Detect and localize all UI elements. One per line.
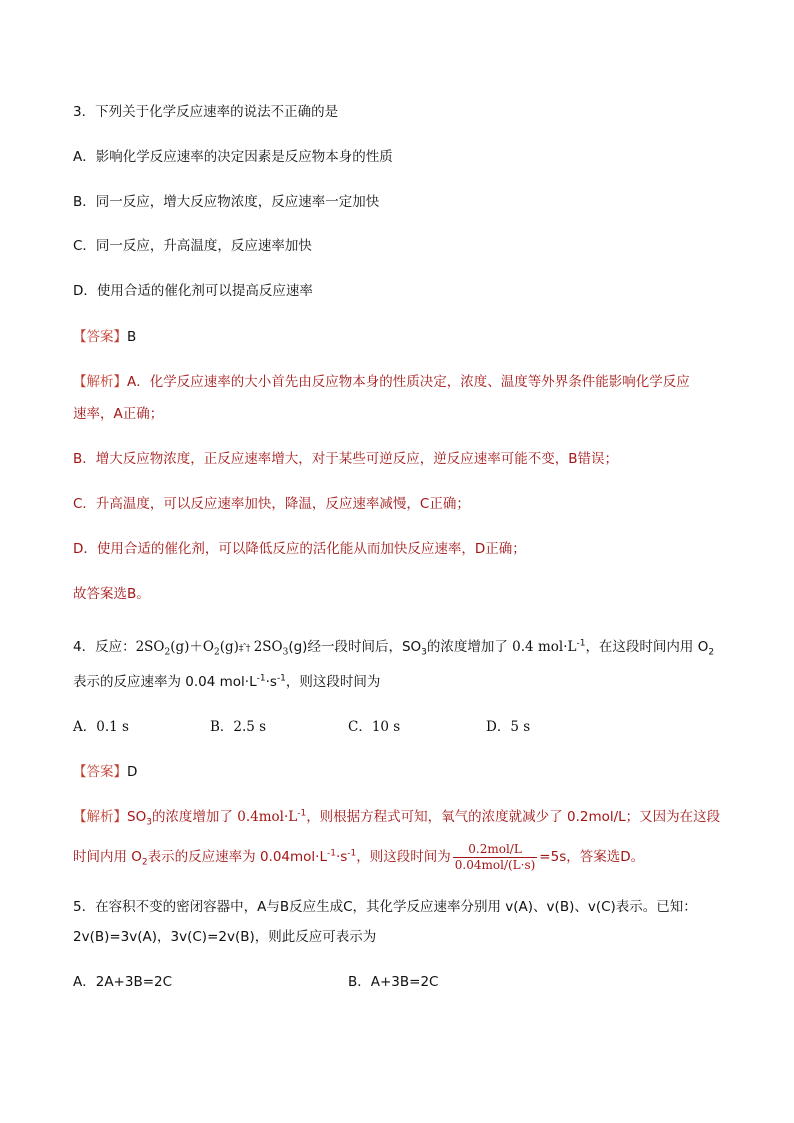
sup: -1 <box>576 638 586 649</box>
sup: -1 <box>297 808 307 819</box>
q3-option-d: D．使用合适的催化剂可以提高反应速率 <box>73 283 313 299</box>
analysis-text: 时间内用 O <box>73 849 142 865</box>
q3-analysis-c: C．升高温度，可以反应速率加快，降温，反应速率减慢，C正确； <box>73 496 470 512</box>
fraction-denominator: 0.04mol/(L·s) <box>454 857 536 872</box>
sub: 2 <box>708 647 715 658</box>
analysis-tag: 【解析】 <box>73 809 127 825</box>
q3-option-b: B．同一反应，增大反应物浓度，反应速率一定加快 <box>73 194 380 210</box>
equation <box>135 639 289 658</box>
q4-analysis-line1 <box>73 808 720 826</box>
sub: 3 <box>146 817 152 828</box>
analysis-text: ·s <box>335 849 348 865</box>
question-4-stem-line2 <box>73 673 380 691</box>
q3-answer <box>73 328 136 346</box>
sup: -1 <box>256 673 266 684</box>
eq-text: 2SO <box>135 639 165 655</box>
question-5-stem-line1: 5．在容积不变的密闭容器中，A与B反应生成C，其化学反应速率分别用 v(A)、v(B)、v(C)表示。已知： <box>73 899 697 915</box>
analysis-text: ，则这段时间为 <box>356 849 451 865</box>
q4-option-d: D．5 s <box>486 719 531 735</box>
analysis-text: ，则根据方程式可知，氧气的浓度就减少了 0.2mol/L；又因为在这段 <box>306 809 721 825</box>
analysis-text: =5s，答案选D。 <box>539 849 645 865</box>
q4-answer <box>73 763 137 781</box>
q3-analysis-d: D．使用合适的催化剂，可以降低反应的活化能从而加快反应速率，D正确； <box>73 541 526 557</box>
eq-text: (g)经一段时间后，SO <box>288 639 422 655</box>
q3-analysis-b: B．增大反应物浓度，正反应速率增大，对于某些可逆反应，逆反应速率可能不变，B错误； <box>73 451 619 467</box>
analysis-text: 的浓度增加了 0.4mol·L <box>151 809 298 825</box>
stem-text: ，则这段时间为 <box>285 674 381 690</box>
sub: 2 <box>141 857 148 868</box>
sup: -1 <box>326 848 336 859</box>
sub: 3 <box>282 647 289 658</box>
sup: -1 <box>347 848 357 859</box>
stem-text: 的浓度增加了 0.4 mol·L <box>426 639 577 655</box>
stem-text: ，在这段时间内用 O <box>585 639 709 655</box>
eq-text: (g)＋O <box>170 639 214 655</box>
q4-label: 4．反应： <box>73 639 136 655</box>
analysis-text: SO <box>127 809 147 825</box>
q3-analysis-line1 <box>73 373 690 391</box>
q3-option-a: A．影响化学反应速率的决定因素是反应物本身的性质 <box>73 149 393 165</box>
sub: 2 <box>164 647 171 658</box>
q5-option-b: B．A+3B=2C <box>348 974 439 990</box>
eq-text: 2SO <box>253 639 283 655</box>
analysis-text: A．化学反应速率的大小首先由反应物本身的性质决定，浓度、温度等外界条件能影响化学反应 <box>127 374 690 390</box>
q4-option-b: B．2.5 s <box>210 719 267 735</box>
q4-option-c: C．10 s <box>348 719 401 735</box>
equilibrium-arrow-icon: ‡ˆ† <box>238 644 250 654</box>
q4-option-a: A．0.1 s <box>73 719 129 735</box>
fraction <box>453 842 538 873</box>
answer-tag: 【答案】 <box>73 329 127 345</box>
sub: 2 <box>213 647 220 658</box>
sub: 3 <box>421 647 427 658</box>
question-4-stem-line1 <box>73 638 714 658</box>
sup: -1 <box>276 673 286 684</box>
answer-value: D <box>127 764 138 780</box>
q5-option-a: A．2A+3B=2C <box>73 974 173 990</box>
eq-text: (g) <box>219 639 239 655</box>
stem-text: 表示的反应速率为 0.04 mol·L <box>73 674 257 690</box>
answer-tag: 【答案】 <box>73 764 127 780</box>
q3-analysis-line2: 速率，A正确； <box>73 406 164 422</box>
q3-conclusion: 故答案选B。 <box>73 586 150 602</box>
analysis-tag: 【解析】 <box>73 374 127 390</box>
q4-analysis-line2 <box>73 840 644 874</box>
stem-text: ·s <box>265 674 277 690</box>
fraction-numerator: 0.2mol/L <box>453 842 538 858</box>
q3-option-c: C．同一反应，升高温度，反应速率加快 <box>73 238 312 254</box>
question-3-stem: 3．下列关于化学反应速率的说法不正确的是 <box>73 104 339 120</box>
analysis-text: 表示的反应速率为 0.04mol·L <box>147 849 327 865</box>
question-5-stem-line2: 2v(B)=3v(A)，3v(C)=2v(B)，则此反应可表示为 <box>73 929 377 945</box>
answer-value: B <box>127 329 137 345</box>
